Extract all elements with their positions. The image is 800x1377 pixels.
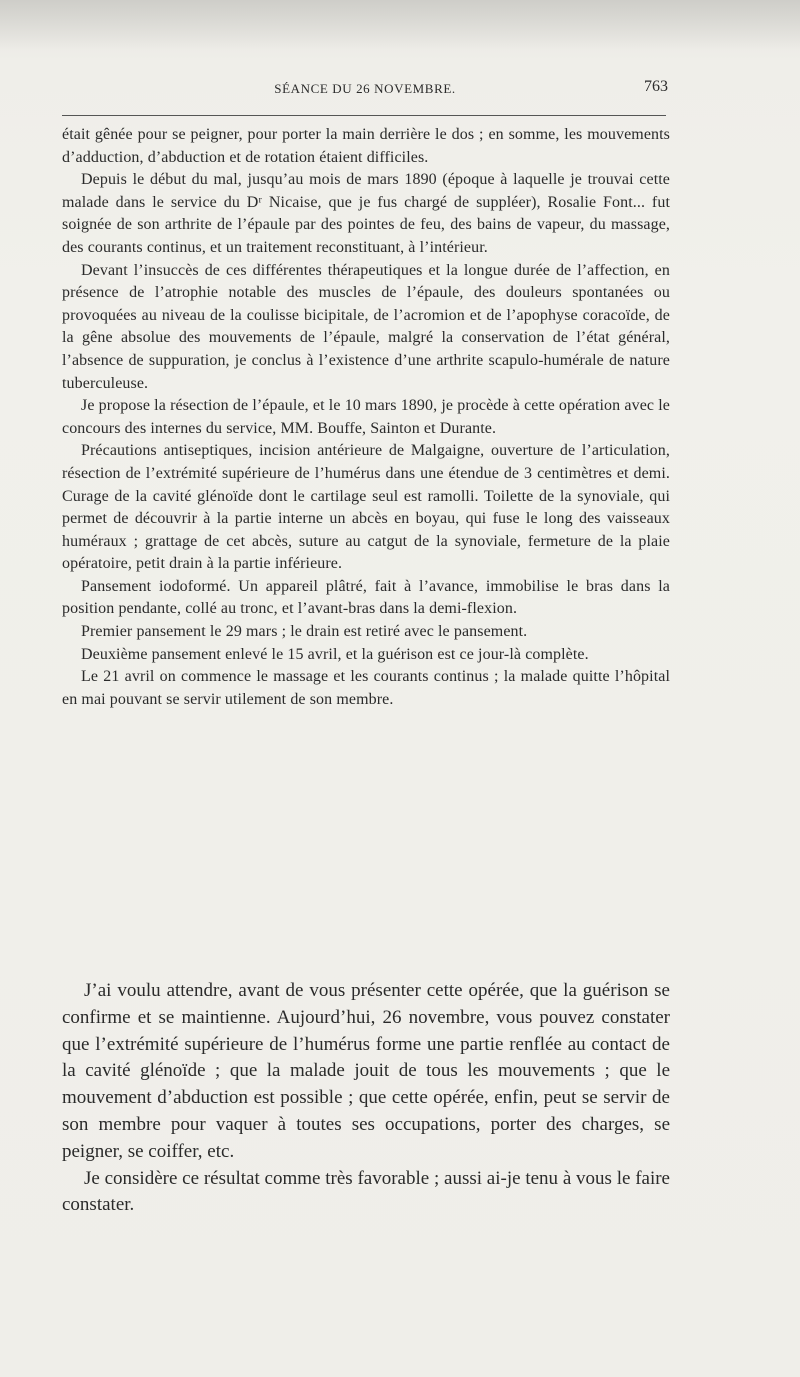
paragraph: J’ai voulu attendre, avant de vous présenter cette opérée, que la guérison se confirme et se maintienne. Aujourd’hui, 26 novembre, vous pouvez constater que l’extrémité supérieure de l’humérus forme une partie renflée au contact de la cavité glénoïde ; que la malade jouit de tous les mouvements ; que le mouvement d’abduction est possible ; que cette opérée, enfin, peut se servir de son membre pour vaquer à toutes ses occupations, porter des charges, se peigner, se coiffer, etc.: [62, 980, 670, 1162]
paragraph: Depuis le début du mal, jusqu’au mois de mars 1890 (époque à laquelle je trouvai cette malade dans le service du Dʳ Nicaise, que je fus chargé de suppléer), Rosalie Font... fut soignée de son arthrite de l’épaule par des pointes de feu, des bains de vapeur, du massage, des courants continus, et un traitement reconstituant, à l’intérieur.: [62, 171, 670, 256]
paragraph: Devant l’insuccès de ces différentes thérapeutiques et la longue durée de l’affection, en présence de l’atrophie notable des muscles de l’épaule, des douleurs spontanées ou provoquées au niveau de la coulisse bicipitale, de l’acromion et de l’apophyse coracoïde, de la gêne absolue des mouvements de l’épaule, malgré la conservation de l’état général, l’absence de suppuration, je conclus à l’existence d’une arthrite scapulo-humérale de nature tuberculeuse.: [62, 261, 670, 392]
commentary-text: [62, 978, 670, 1219]
paragraph: Je considère ce résultat comme très favorable ; aussi ai-je tenu à vous le faire constater.: [62, 1167, 670, 1216]
paragraph: Le 21 avril on commence le massage et les courants continus ; la malade quitte l’hôpital en mai pouvant se servir utilement de son membre.: [62, 668, 670, 708]
running-head: SÉANCE DU 26 NOVEMBRE.: [274, 81, 456, 96]
paragraph: Précautions antiseptiques, incision antérieure de Malgaigne, ouverture de l’articulation, résection de l’extrémité supérieure de l’humérus dans une étendue de 3 centimètres et demi. Curage de la cavité glénoïde dont le cartilage seul est ramolli. Toilette de la synoviale, qui permet de découvrir à la partie interne un abcès en boyau, qui fuse le long des vaisseaux huméraux ; grattage de cet abcès, suture au catgut de la synoviale, fermeture de la plaie opératoire, petit drain à la partie inférieure.: [62, 442, 670, 573]
paragraph: Pansement iodoformé. Un appareil plâtré, fait à l’avance, immobilise le bras dans la position pendante, collé au tronc, et l’avant-bras dans la demi-flexion.: [62, 577, 670, 618]
case-report-text: [62, 124, 670, 711]
page-number: 763: [644, 78, 668, 95]
page-header: [62, 78, 668, 102]
paragraph: Premier pansement le 29 mars ; le drain est retiré avec le pansement.: [81, 623, 528, 641]
paragraph: Deuxième pansement enlevé le 15 avril, et la guérison est ce jour-là complète.: [81, 645, 589, 663]
paragraph: était gênée pour se peigner, pour porter la main derrière le dos ; en somme, les mouvements d’adduction, d’abduction et de rotation étaient difficiles.: [62, 126, 670, 166]
paragraph: Je propose la résection de l’épaule, et le 10 mars 1890, je procède à cette opération avec le concours des internes du service, MM. Bouffe, Sainton et Durante.: [62, 397, 670, 437]
header-rule: [62, 115, 666, 116]
